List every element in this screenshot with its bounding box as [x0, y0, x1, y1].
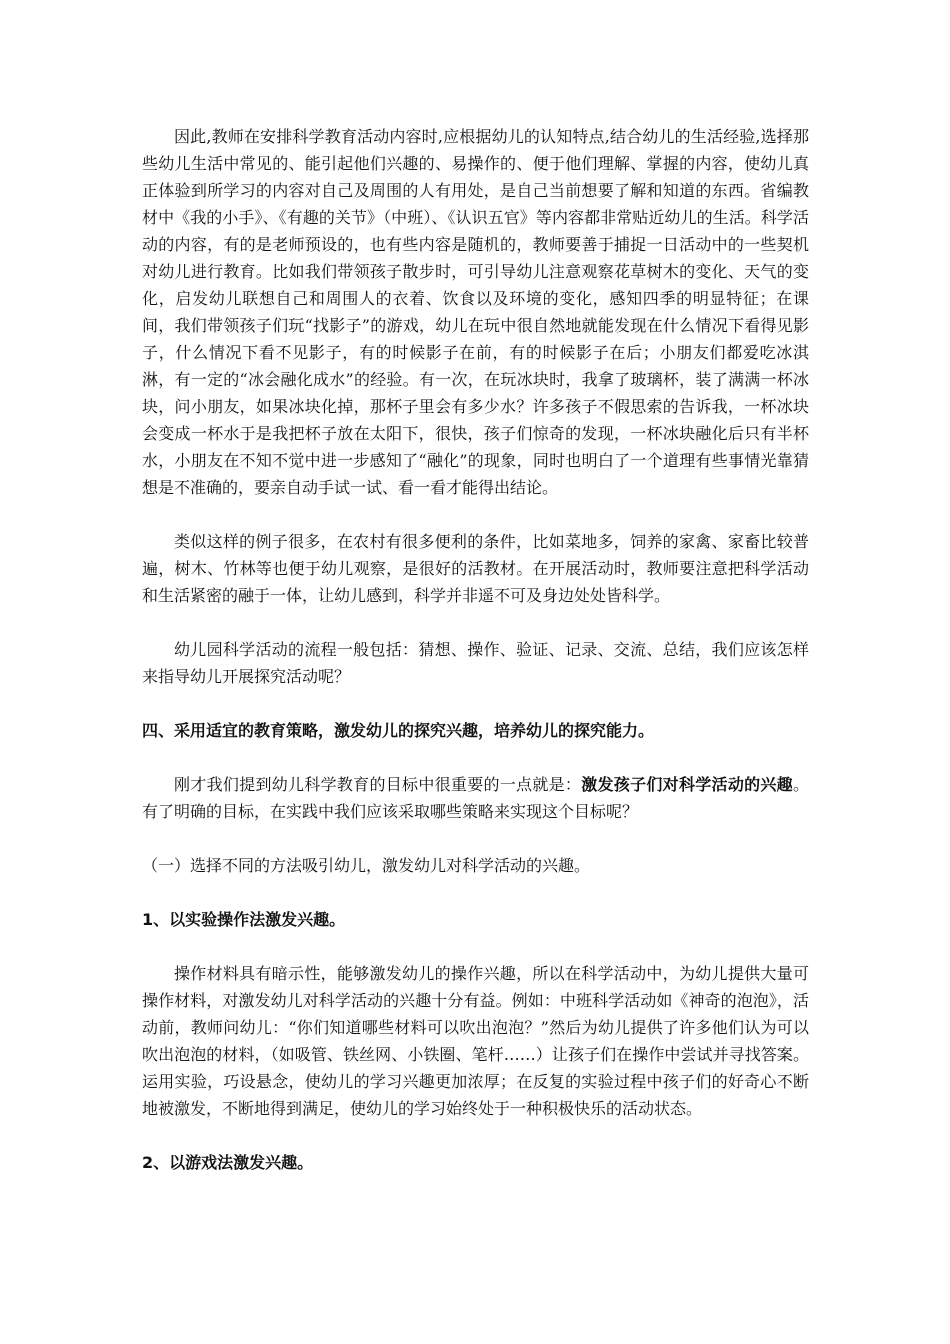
paragraph-activity-process: 幼儿园科学活动的流程一般包括：猜想、操作、验证、记录、交流、总结，我们应该怎样来指导幼儿开展探究活动呢？	[142, 640, 809, 686]
paragraph-rural-examples: 类似这样的例子很多，在农村有很多便利的条件，比如菜地多，饲养的家禽、家畜比较普遍，树木、竹林等也便于幼儿观察，是很好的活教材。在开展活动时，教师要注意把科学活动和生活紧密的融于一体，让幼儿感到，科学并非遥不可及身边处处皆科学。	[142, 532, 809, 605]
emphasis-text: 激发孩子们对科学活动的兴趣	[581, 775, 793, 794]
paragraph-interest-goal	[142, 771, 809, 825]
subsection-heading-one: （一）选择不同的方法吸引幼儿，激发幼儿对科学活动的兴趣。	[142, 856, 591, 875]
paragraph-content-selection: 因此,教师在安排科学教育活动内容时,应根据幼儿的认知特点,结合幼儿的生活经验,选择那些幼儿生活中常见的、能引起他们兴趣的、易操作的、便于他们理解、掌握的内容，使幼儿真正体验到所学习的内容对自己及周围的人有用处，是自己当前想要了解和知道的东西。省编教材中《我的小手》、《有趣的关节》（中班）、《认识五官》等内容都非常贴近幼儿的生活。科学活动的内容，有的是老师预设的，也有些内容是随机的，教师要善于捕捉一日活动中的一些契机对幼儿进行教育。比如我们带领孩子散步时，可引导幼儿注意观察花草树木的变化、天气的变化，启发幼儿联想自己和周围人的衣着、饮食以及环境的变化，感知四季的明显特征；在课间，我们带领孩子们玩“找影子”的游戏，幼儿在玩中很自然地就能发现在什么情况下看得见影子，什么情况下看不见影子，有的时候影子在前，有的时候影子在后；小朋友们都爱吃冰淇淋，有一定的“冰会融化成水”的经验。有一次，在玩冰块时，我拿了玻璃杯，装了满满一杯冰块，问小朋友，如果冰块化掉，那杯子里会有多少水？许多孩子不假思索的告诉我，一杯冰块会变成一杯水于是我把杯子放在太阳下，很快，孩子们惊奇的发现，一杯冰块融化后只有半杯水，小朋友在不知不觉中进一步感知了“融化”的现象，同时也明白了一个道理有些事情光靠猜想是不准确的，要亲自动手试一试、看一看才能得出结论。	[142, 127, 809, 497]
section-heading-four: 四、采用适宜的教育策略，激发幼儿的探究兴趣，培养幼儿的探究能力。	[142, 721, 655, 740]
item-heading-experiment: 1、以实验操作法激发兴趣。	[142, 910, 346, 929]
text-run: 刚才我们提到幼儿科学教育的目标中很重要的一点就是：	[174, 775, 582, 794]
text-run: 。有了明确的目标，在实践中我们应该采取哪些策略来实现这个目标呢？	[142, 775, 809, 821]
document-page	[142, 123, 809, 1176]
paragraph-experiment-method: 操作材料具有暗示性，能够激发幼儿的操作兴趣，所以在科学活动中，为幼儿提供大量可操作材料，对激发幼儿对科学活动的兴趣十分有益。例如：中班科学活动如《神奇的泡泡》，活动前，教师问幼儿：“你们知道哪些材料可以吹出泡泡？”然后为幼儿提供了许多他们认为可以吹出泡泡的材料，（如吸管、铁丝网、小铁圈、笔杆……）让孩子们在操作中尝试并寻找答案。运用实验，巧设悬念，使幼儿的学习兴趣更加浓厚；在反复的实验过程中孩子们的好奇心不断地被激发，不断地得到满足，使幼儿的学习始终处于一种积极快乐的活动状态。	[142, 964, 809, 1118]
item-heading-game: 2、以游戏法激发兴趣。	[142, 1153, 314, 1172]
